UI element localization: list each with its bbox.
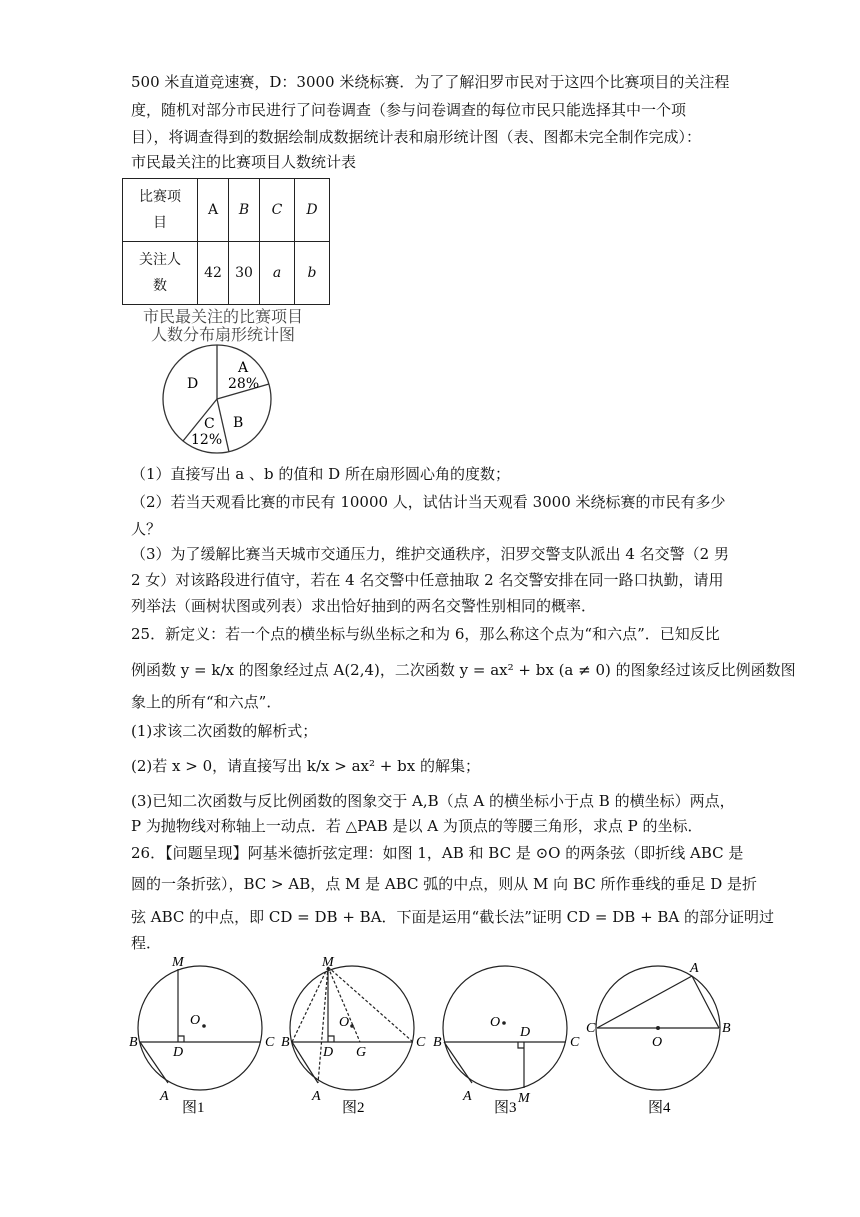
pie-pct-c: 12%: [191, 432, 223, 448]
center-point: [350, 1024, 354, 1028]
q24-part-2-line-1: （2）若当天观看比赛的市民有 10000 人，试估计当天观看 3000 米绕标赛的市民有多少: [131, 493, 726, 511]
pie-title-line-1: 市民最关注的比赛项目: [143, 307, 304, 326]
q26-line-2: 圆的一条折弦），BC > AB，点 M 是 ABC 弧的中点，则从 M 向 BC 所作垂线的垂足 D 是折: [131, 875, 758, 893]
text-line-3: 目），将调查得到的数据绘制成数据统计表和扇形统计图（表、图都未完全制作完成）：: [131, 128, 702, 146]
point-label: B: [722, 1021, 731, 1036]
q24-part-2-line-2: 人？: [131, 520, 162, 538]
q24-part-3-line-2: 2 女）对该路段进行值守，若在 4 名交警中任意抽取 2 名交警安排在同一路口执勤，请用: [131, 571, 724, 589]
statistics-table: [122, 178, 330, 305]
point-label: C: [416, 1035, 426, 1050]
q25-line-2: 例函数 y = k/x 的图象经过点 A(2,4)，二次函数 y = ax² + bx (a ≠ 0) 的图象经过该反比例函数图: [131, 661, 796, 679]
table-header-cell: B: [229, 179, 260, 242]
figure-caption: 图4: [648, 1100, 671, 1115]
table-header-cell: A: [198, 179, 229, 242]
table-header-cell: D: [295, 179, 330, 242]
chord-ca: [597, 976, 692, 1028]
figure-caption: 图3: [494, 1100, 517, 1115]
table-row: [123, 179, 330, 242]
q24-part-3-line-1: （3）为了缓解比赛当天城市交通压力，维护交通秩序，汨罗交警支队派出 4 名交警（2 男: [131, 545, 729, 563]
table-header-cell: C: [260, 179, 295, 242]
right-angle-mark: [518, 1042, 524, 1048]
table-cell: b: [295, 242, 330, 305]
point-label: O: [490, 1015, 501, 1030]
q24-part-1: （1）直接写出 a 、b 的值和 D 所在扇形圆心角的度数；: [131, 465, 510, 483]
q25-part-2: (2)若 x > 0，请直接写出 k/x > ax² + bx 的解集；: [131, 757, 480, 775]
q25-part-1: (1)求该二次函数的解析式；: [131, 722, 318, 740]
point-label: C: [586, 1021, 596, 1036]
point-label: B: [433, 1035, 442, 1050]
chord-ba: [444, 1042, 472, 1083]
table-cell: 42: [198, 242, 229, 305]
point-label: A: [690, 961, 699, 976]
circle: [138, 966, 262, 1090]
point-label: B: [129, 1035, 138, 1050]
q26-line-1: 26．【问题呈现】阿基米德折弦定理：如图 1，AB 和 BC 是 ⊙O 的两条弦（即折线 ABC 是: [131, 844, 744, 862]
point-label: A: [160, 1089, 169, 1104]
chord-ab: [692, 976, 719, 1028]
chord-ba: [140, 1042, 168, 1083]
point-label: B: [281, 1035, 290, 1050]
right-angle-mark: [178, 1036, 184, 1042]
point-label: G: [356, 1045, 367, 1060]
q25-part-3-line-1: (3)已知二次函数与反比例函数的图象交于 A,B（点 A 的横坐标小于点 B 的横坐标）两点，: [131, 792, 735, 810]
point-label: O: [190, 1013, 201, 1028]
point-label: D: [520, 1025, 531, 1040]
center-point: [656, 1026, 660, 1030]
figure-caption: 图2: [342, 1100, 365, 1115]
point-label: O: [652, 1035, 663, 1050]
chord-ba: [292, 1042, 318, 1083]
center-point: [502, 1021, 506, 1025]
text-line-2: 度，随机对部分市民进行了问卷调查（参与问卷调查的每位市民只能选择其中一个项: [131, 101, 687, 119]
q26-line-4: 程．: [131, 934, 162, 952]
point-label: D: [323, 1045, 334, 1060]
circle: [290, 966, 414, 1090]
q25-line-3: 象上的所有“和六点”．: [131, 693, 282, 711]
point-label: M: [172, 955, 184, 970]
point-label: A: [312, 1089, 321, 1104]
q24-part-3-line-3: 列举法（画树状图或列表）求出恰好抽到的两名交警性别相同的概率．: [131, 597, 597, 615]
figure-3: [433, 966, 580, 1115]
table-cell: 30: [229, 242, 260, 305]
figure-4: [586, 961, 731, 1115]
pie-chart: [125, 302, 325, 458]
figure-2: [281, 955, 426, 1115]
q26-line-3: 弦 ABC 的中点，即 CD = DB + BA．下面是运用“截长法”证明 CD = DB + BA 的部分证明过: [131, 908, 775, 926]
table-cell: 关注人数: [123, 242, 198, 305]
pie-label-a: A: [238, 360, 249, 376]
table-header-cell: 比赛项目: [123, 179, 198, 242]
pie-pct-a: 28%: [228, 376, 260, 392]
point-label: D: [173, 1045, 184, 1060]
pie-label-b: B: [233, 415, 244, 431]
q25-part-3-line-2: P 为抛物线对称轴上一动点．若 △PAB 是以 A 为顶点的等腰三角形，求点 P 的坐标．: [131, 817, 703, 835]
point-label: O: [339, 1015, 350, 1030]
geometry-figures: [120, 950, 740, 1115]
text-line-1: 500 米直道竞速赛，D：3000 米绕标赛．为了了解汨罗市民对于这四个比赛项目的关注程: [131, 73, 730, 91]
figure-caption: 图1: [182, 1100, 205, 1115]
point-label: C: [570, 1035, 580, 1050]
pie-label-c: C: [204, 416, 215, 432]
center-point: [202, 1024, 206, 1028]
circle: [443, 966, 567, 1090]
point-label: M: [518, 1091, 530, 1106]
right-angle-mark: [328, 1036, 334, 1042]
pie-label-d: D: [187, 376, 199, 392]
point-label: M: [322, 955, 334, 970]
point-label: A: [463, 1089, 472, 1104]
point-label: C: [265, 1035, 275, 1050]
table-caption: 市民最关注的比赛项目人数统计表: [131, 153, 357, 171]
table-row: [123, 242, 330, 305]
figure-1: [129, 955, 275, 1115]
q25-line-1: 25．新定义：若一个点的横坐标与纵坐标之和为 6，那么称这个点为“和六点”．已知反比: [131, 625, 720, 643]
pie-title-line-2: 人数分布扇形统计图: [151, 325, 296, 344]
table-cell: a: [260, 242, 295, 305]
